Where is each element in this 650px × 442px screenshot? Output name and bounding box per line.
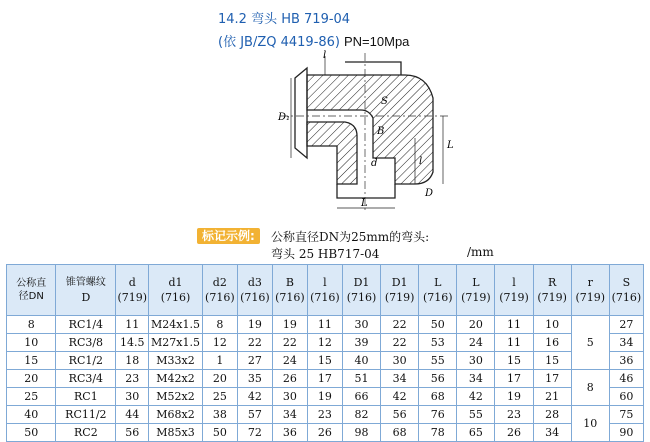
cell: M68x2 [149, 406, 203, 424]
header-cell: R (719) [533, 265, 571, 316]
cell: 8 [202, 316, 237, 334]
cell: 20 [457, 316, 495, 334]
header-cell: 锥管螺纹 D [56, 265, 116, 316]
header-cell: l (716) [307, 265, 342, 316]
cell: 15 [495, 352, 533, 370]
cell: 30 [116, 388, 149, 406]
cell: 82 [342, 406, 380, 424]
cell: 25 [7, 388, 56, 406]
table-row [7, 406, 644, 424]
cell: 34 [457, 370, 495, 388]
cell: M33x2 [149, 352, 203, 370]
header-cell: l (719) [495, 265, 533, 316]
elbow-drawing [265, 48, 465, 218]
cell: 36 [609, 352, 643, 370]
cell: 30 [272, 388, 307, 406]
header-cell: D1 (719) [381, 265, 419, 316]
header-cell: d3 (716) [237, 265, 272, 316]
cell: 23 [116, 370, 149, 388]
cell: 56 [381, 406, 419, 424]
marking-example-code: 弯头 25 HB717-04 [271, 247, 380, 261]
cell: 10 [7, 334, 56, 352]
title-line-1: 14.2 弯头 HB 719-04 [218, 12, 351, 27]
label-l-side: l [419, 156, 423, 167]
cell: 15 [307, 352, 342, 370]
header-cell: L (716) [419, 265, 457, 316]
cell: RC3/8 [56, 334, 116, 352]
cell: 42 [457, 388, 495, 406]
cell: 34 [272, 406, 307, 424]
marking-example-line-1: 公称直径DN为25mm的弯头: [271, 230, 430, 244]
cell: 34 [533, 424, 571, 442]
cell: 20 [202, 370, 237, 388]
cell: 27 [237, 352, 272, 370]
table-row [7, 316, 644, 334]
elbow-body [307, 75, 433, 184]
cell: 30 [457, 352, 495, 370]
unit-label: /mm [467, 245, 494, 259]
cell: 40 [342, 352, 380, 370]
page-title [218, 8, 350, 27]
cell: RC1 [56, 388, 116, 406]
cell: 56 [116, 424, 149, 442]
cell: 15 [533, 352, 571, 370]
header-cell: S (716) [609, 265, 643, 316]
cell: 17 [533, 370, 571, 388]
header-cell: d1 (716) [149, 265, 203, 316]
cell: 19 [237, 316, 272, 334]
cell: 39 [342, 334, 380, 352]
cell: 22 [237, 334, 272, 352]
cell: M85x3 [149, 424, 203, 442]
cell: 10 [533, 316, 571, 334]
cell: 50 [7, 424, 56, 442]
cell: 30 [381, 352, 419, 370]
cell: M24x1.5 [149, 316, 203, 334]
spec-table [6, 264, 644, 442]
cell: 18 [116, 352, 149, 370]
cell: 42 [237, 388, 272, 406]
label-l-top: l [323, 50, 327, 61]
header-cell: d (719) [116, 265, 149, 316]
cell: 15 [7, 352, 56, 370]
cell: 75 [609, 406, 643, 424]
table-row [7, 352, 644, 370]
cell: 28 [533, 406, 571, 424]
cell: 66 [342, 388, 380, 406]
label-d1: D₁ [278, 112, 291, 123]
cell: 90 [609, 424, 643, 442]
label-b: B [377, 126, 385, 137]
cell: 24 [457, 334, 495, 352]
cell: 42 [381, 388, 419, 406]
header-cell: 公称直径DN [7, 265, 56, 316]
cell: 68 [419, 388, 457, 406]
cell: 24 [272, 352, 307, 370]
cell: 34 [381, 370, 419, 388]
cell: M27x1.5 [149, 334, 203, 352]
cell: 98 [342, 424, 380, 442]
marking-example-tag: 标记示例: [197, 228, 260, 244]
cell: 27 [609, 316, 643, 334]
cell: 60 [609, 388, 643, 406]
cell: 50 [202, 424, 237, 442]
cell: 35 [237, 370, 272, 388]
cell: 51 [342, 370, 380, 388]
cell: 11 [116, 316, 149, 334]
cell-r-merged: 5 [571, 316, 609, 370]
cell: 53 [419, 334, 457, 352]
table-header-row [7, 265, 644, 316]
cell: 50 [419, 316, 457, 334]
cell: 21 [533, 388, 571, 406]
cell-r-merged: 10 [571, 406, 609, 442]
cell: 26 [495, 424, 533, 442]
marking-example-line-2 [271, 245, 494, 262]
pressure-rating: PN=10Mpa [344, 34, 410, 49]
cell: 19 [495, 388, 533, 406]
cell: 55 [419, 352, 457, 370]
title-line-2: (依 JB/ZQ 4419-86) [218, 35, 340, 50]
cell: 22 [381, 334, 419, 352]
cell: 14.5 [116, 334, 149, 352]
cell: 19 [272, 316, 307, 334]
cell: 56 [419, 370, 457, 388]
cell: 26 [272, 370, 307, 388]
cell: 17 [307, 370, 342, 388]
cell: 40 [7, 406, 56, 424]
cell: 68 [381, 424, 419, 442]
cell: 34 [609, 334, 643, 352]
cell: 23 [495, 406, 533, 424]
cell: 16 [533, 334, 571, 352]
cell-r-merged: 8 [571, 370, 609, 406]
cell: 1 [202, 352, 237, 370]
cell: 38 [202, 406, 237, 424]
cell: RC1/4 [56, 316, 116, 334]
cell: 17 [495, 370, 533, 388]
label-L-bottom: L [361, 198, 368, 209]
cell: 11 [495, 334, 533, 352]
cell: M42x2 [149, 370, 203, 388]
label-D: D [425, 188, 434, 199]
table-row [7, 334, 644, 352]
cell: 22 [381, 316, 419, 334]
cell: RC11/2 [56, 406, 116, 424]
label-L-side: L [447, 140, 454, 151]
table-row [7, 370, 644, 388]
header-cell: D1 (716) [342, 265, 380, 316]
header-cell: L (719) [457, 265, 495, 316]
cell: 26 [307, 424, 342, 442]
cell: RC2 [56, 424, 116, 442]
header-cell: r (719) [571, 265, 609, 316]
cell: 46 [609, 370, 643, 388]
cell: RC3/4 [56, 370, 116, 388]
cell: 76 [419, 406, 457, 424]
cell: 22 [272, 334, 307, 352]
cell: 78 [419, 424, 457, 442]
label-s: S [381, 96, 388, 107]
cell: 57 [237, 406, 272, 424]
header-cell: B (716) [272, 265, 307, 316]
cell: RC1/2 [56, 352, 116, 370]
cell: 19 [307, 388, 342, 406]
table-row [7, 424, 644, 442]
cell: 11 [307, 316, 342, 334]
cell: 12 [202, 334, 237, 352]
cell: M52x2 [149, 388, 203, 406]
cell: 20 [7, 370, 56, 388]
cell: 23 [307, 406, 342, 424]
table-row [7, 388, 644, 406]
cell: 72 [237, 424, 272, 442]
cell: 36 [272, 424, 307, 442]
cell: 25 [202, 388, 237, 406]
cell: 65 [457, 424, 495, 442]
cell: 30 [342, 316, 380, 334]
cell: 55 [457, 406, 495, 424]
cell: 12 [307, 334, 342, 352]
cell: 8 [7, 316, 56, 334]
header-cell: d2 (716) [202, 265, 237, 316]
label-d: d [371, 158, 378, 169]
cell: 11 [495, 316, 533, 334]
cell: 44 [116, 406, 149, 424]
